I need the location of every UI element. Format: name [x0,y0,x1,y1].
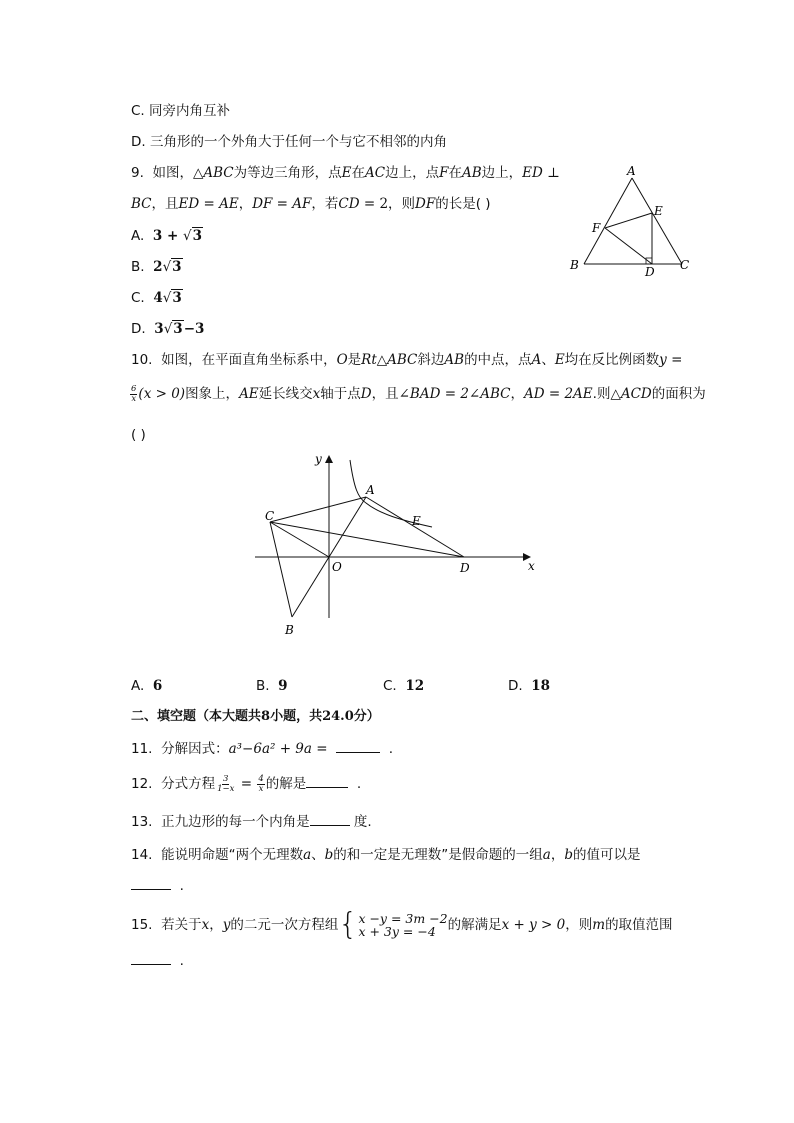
section-2-heading: 二、填空题（本大题共8小题，共24.0分） [131,709,380,724]
fraction-3-over-1-minus-x: $\frac{3}{1-x}$ [217,773,235,794]
q15-line1: 15. 若关于x，y的二元一次方程组 { x −y = 3m −2 x + 3y = −4 的解满足x + y > 0，则m的取值范围 [131,907,673,942]
side-ac [632,178,682,264]
q10-coordinate-figure [250,448,550,643]
q9-option-a: A. 3 + √3 [131,228,203,244]
label-c: C [265,509,275,523]
q9-number: 9. [131,165,144,181]
segment-fd [605,228,652,264]
q10-stem-line1: 10. 如图，在平面直角坐标系中，O是Rt△ABC斜边AB的中点，点A、E均在反比例函数y = [131,352,683,368]
q14-line2: . [131,876,184,896]
label-a: A [366,483,375,497]
label-c: C [680,258,690,272]
label-x: x [528,559,535,573]
label-e: E [412,514,421,528]
answer-blank[interactable] [131,952,171,965]
q8-option-c: C. 同旁内角互补 [131,103,231,119]
q9-option-d: D. 3√3−3 [131,321,205,337]
q10-option-d: D. 18 [508,678,551,694]
q15-line2: . [131,951,184,971]
answer-blank[interactable] [310,813,350,826]
q10-stem-line2: $\frac{6}{x}$ (x > 0)图象上，AE延长线交x轴于点D，且∠BAD = 2∠ABC，AD = 2AE.则△ACD的面积为 [131,383,706,404]
q10-option-c: C. 12 [383,678,425,694]
label-y: y [315,452,322,466]
label-o: O [332,560,342,574]
label-d: D [645,265,655,279]
label-b: B [570,258,579,272]
q10-number: 10. [131,352,153,368]
segment-ca [270,497,366,522]
label-a: A [627,164,636,178]
q10-answer-paren: ( ) [131,427,146,443]
q9-stem-line2: BC，且ED = AE，DF = AF，若CD = 2，则DF的长是( ) [131,196,491,212]
q9-triangle-figure [560,160,700,285]
label-e: E [654,204,663,218]
equation-system: { x −y = 3m −2 x + 3y = −4 [338,907,448,942]
q9-option-c: C. 4√3 [131,290,182,306]
q14-line1: 14. 能说明命题“两个无理数a、b的和一定是无理数”是假命题的一组a，b的值可以是 [131,847,641,863]
fraction-6-over-x: $\frac{6}{x}$ [131,383,137,404]
answer-blank[interactable] [131,877,171,890]
q11: 11. 分解因式：a³−6a² + 9a = . [131,741,394,757]
q9-stem-line1: 9. 如图，△ABC为等边三角形，点E在AC边上，点F在AB边上，ED ⊥ [131,165,560,181]
segment-fe [605,213,652,228]
q13: 13. 正九边形的每一个内角是 度. [131,814,372,830]
q9-option-b: B. 2√3 [131,259,182,275]
q10-option-a: A. 6 [131,678,163,694]
q8-option-d: D. 三角形的一个外角大于任何一个与它不相邻的内角 [131,134,447,150]
q12: 12. 分式方程 $\frac{3}{1-x}$ = $\frac{4}{x}$ 的解是 . [131,773,362,794]
q10-option-b: B. 9 [256,678,288,694]
label-d: D [460,561,470,575]
answer-blank[interactable] [306,775,348,788]
label-b: B [285,623,294,637]
segment-cb [270,522,292,617]
answer-blank[interactable] [336,740,380,753]
fraction-4-over-x: $\frac{4}{x}$ [258,773,264,794]
label-f: F [592,221,601,235]
